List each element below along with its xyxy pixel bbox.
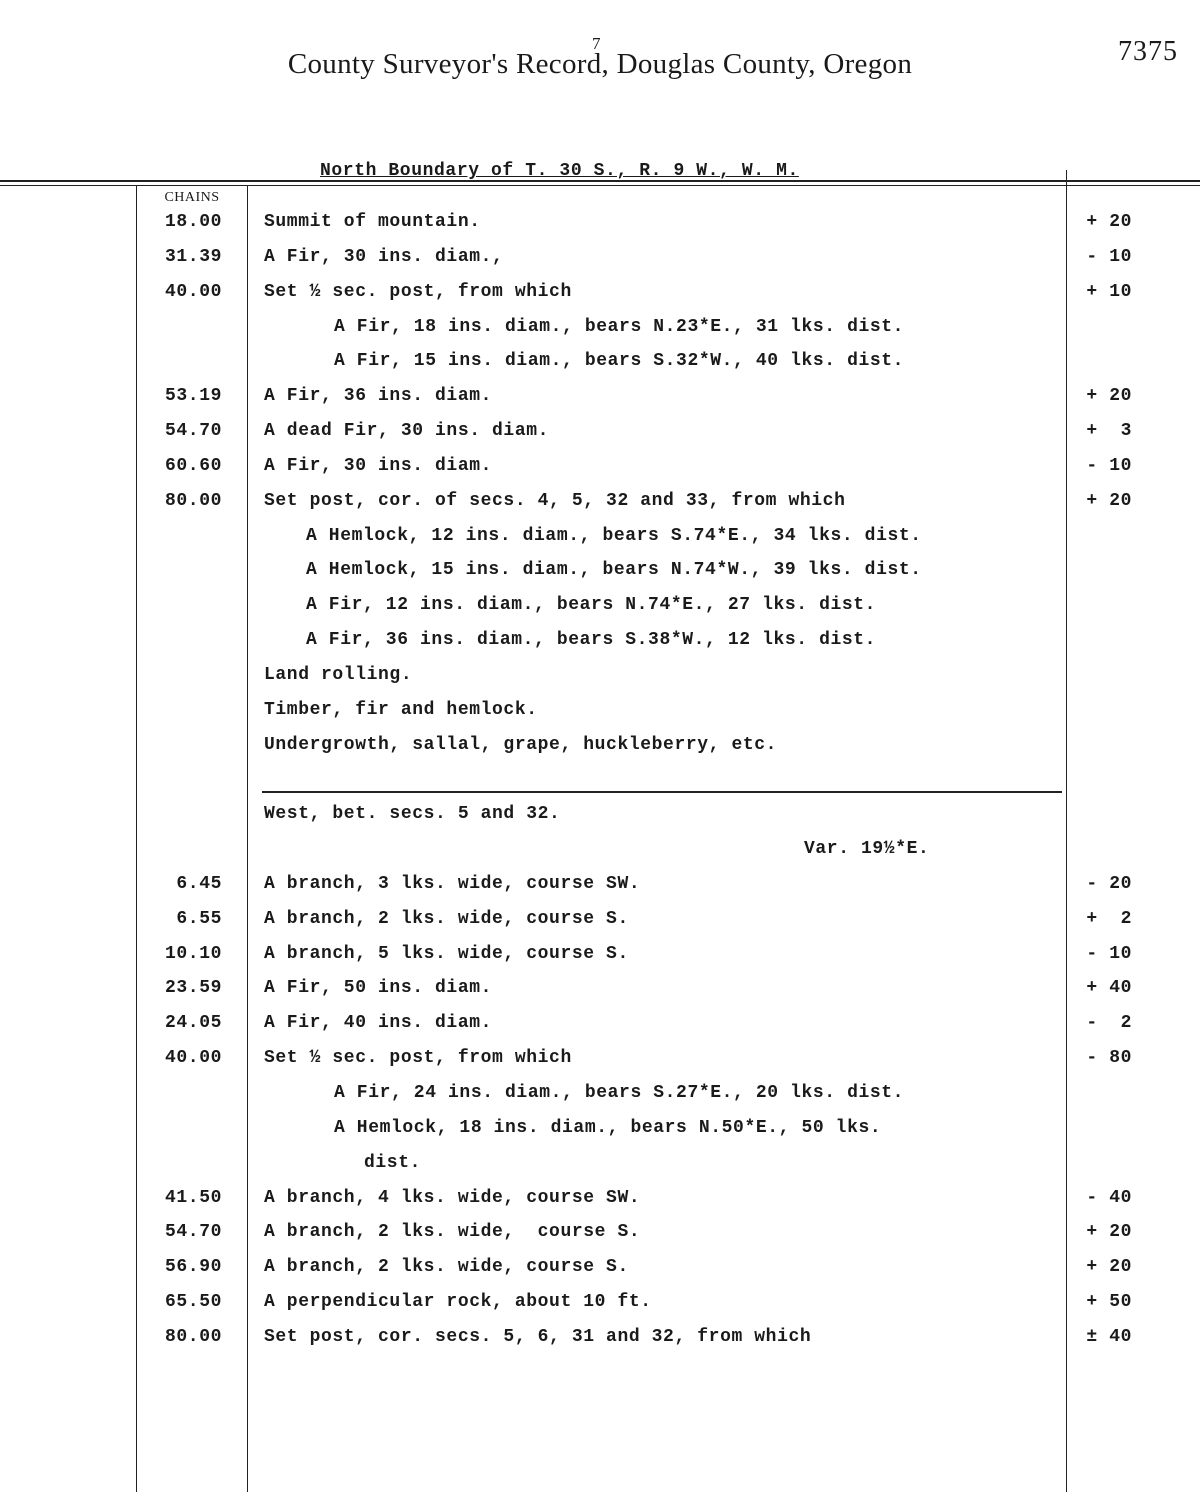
- table-row: [0, 1222, 1200, 1257]
- table-row: [0, 1013, 1200, 1048]
- entry-text: Set ½ sec. post, from which: [264, 1048, 572, 1069]
- elevation-change: + 20: [1086, 1257, 1132, 1278]
- entry-text: Land rolling.: [264, 664, 413, 685]
- chain-distance: 40.00: [164, 281, 222, 302]
- table-row: [0, 630, 1200, 665]
- elevation-change: - 80: [1086, 1048, 1132, 1069]
- chain-distance: 31.39: [164, 246, 222, 267]
- entry-text: A perpendicular rock, about 10 ft.: [264, 1292, 652, 1313]
- entry-text: Set ½ sec. post, from which: [264, 281, 572, 302]
- table-row: [0, 595, 1200, 630]
- elevation-change: - 10: [1086, 246, 1132, 267]
- table-row: [0, 282, 1200, 317]
- section-title: North Boundary of T. 30 S., R. 9 W., W. M.: [320, 161, 799, 181]
- entry-text: A branch, 5 lks. wide, course S.: [264, 943, 629, 964]
- chain-distance: 54.70: [164, 1222, 222, 1243]
- table-row: [0, 1327, 1200, 1362]
- page-number: 7375: [1118, 36, 1178, 67]
- elevation-change: + 3: [1086, 421, 1132, 442]
- entry-text: Timber, fir and hemlock.: [264, 699, 538, 720]
- table-row: [0, 804, 1200, 839]
- table-row: [0, 212, 1200, 247]
- entry-text: A Fir, 30 ins. diam.,: [264, 246, 504, 267]
- entry-text: A dead Fir, 30 ins. diam.: [264, 421, 550, 442]
- page-title: County Surveyor's Record, Douglas County, Oregon: [287, 48, 913, 80]
- table-row: [0, 735, 1200, 770]
- elevation-change: + 20: [1086, 490, 1132, 511]
- page-mark: 7: [592, 34, 601, 53]
- entry-text: A Fir, 40 ins. diam.: [264, 1013, 493, 1034]
- table-row: [0, 700, 1200, 735]
- entry-text: A Hemlock, 18 ins. diam., bears N.50*E., 50 lks.: [334, 1117, 882, 1138]
- chain-distance: 41.50: [164, 1187, 222, 1208]
- entry-text: A Fir, 24 ins. diam., bears S.27*E., 20 lks. dist.: [334, 1083, 905, 1103]
- table-row: [0, 978, 1200, 1013]
- entry-text: A branch, 2 lks. wide, course S.: [264, 908, 629, 929]
- chain-distance: 6.55: [176, 908, 222, 929]
- table-row: [0, 456, 1200, 491]
- table-row: [0, 769, 1200, 804]
- table-row: [0, 874, 1200, 909]
- chain-distance: 10.10: [164, 943, 222, 964]
- entry-text: A Fir, 15 ins. diam., bears S.32*W., 40 lks. dist.: [334, 351, 905, 372]
- table-row: [0, 351, 1200, 386]
- entry-text: A Fir, 12 ins. diam., bears N.74*E., 27 lks. dist.: [306, 595, 877, 616]
- entry-text: dist.: [364, 1152, 422, 1173]
- elevation-change: + 20: [1086, 212, 1132, 232]
- elevation-change: - 2: [1086, 1013, 1132, 1034]
- table-row: [0, 944, 1200, 979]
- table-row: [0, 909, 1200, 944]
- table-row: [0, 526, 1200, 561]
- elevation-change: - 10: [1086, 943, 1132, 964]
- elevation-change: + 20: [1086, 386, 1132, 407]
- table-row: [0, 386, 1200, 421]
- table-row: [0, 839, 1200, 874]
- elevation-change: + 20: [1086, 1222, 1132, 1243]
- entry-text: A Fir, 30 ins. diam.: [264, 455, 493, 476]
- elevation-change: + 10: [1086, 281, 1132, 302]
- table-row: [0, 1257, 1200, 1292]
- chain-distance: 18.00: [164, 212, 222, 232]
- entry-text: Undergrowth, sallal, grape, huckleberry, etc.: [264, 734, 778, 755]
- entry-text: Var. 19½*E.: [804, 839, 930, 860]
- table-row: [0, 560, 1200, 595]
- table-row: [0, 247, 1200, 282]
- table-row: [0, 1188, 1200, 1223]
- chain-distance: 56.90: [164, 1257, 222, 1278]
- entry-text: A Fir, 18 ins. diam., bears N.23*E., 31 lks. dist.: [334, 316, 905, 337]
- table-row: [0, 421, 1200, 456]
- entry-text: Set post, cor. secs. 5, 6, 31 and 32, from which: [264, 1326, 812, 1347]
- elevation-change: + 2: [1086, 908, 1132, 929]
- entry-text: A branch, 2 lks. wide, course S.: [264, 1222, 641, 1243]
- chain-distance: 80.00: [164, 490, 222, 511]
- elevation-change: + 40: [1086, 978, 1132, 999]
- entry-text: A Fir, 36 ins. diam., bears S.38*W., 12 lks. dist.: [306, 630, 877, 651]
- table-row: [0, 1153, 1200, 1188]
- elevation-change: - 40: [1086, 1187, 1132, 1208]
- elevation-change: ± 40: [1086, 1326, 1132, 1347]
- chain-distance: 60.60: [164, 455, 222, 476]
- chain-distance: 53.19: [164, 386, 222, 407]
- elevation-change: - 20: [1086, 873, 1132, 894]
- entry-text: West, bet. secs. 5 and 32.: [264, 804, 561, 825]
- entry-text: A branch, 3 lks. wide, course SW.: [264, 873, 641, 894]
- entry-text: A Fir, 50 ins. diam.: [264, 978, 493, 999]
- chain-distance: 65.50: [164, 1292, 222, 1313]
- chain-distance: 24.05: [164, 1013, 222, 1034]
- chain-distance: 80.00: [164, 1326, 222, 1347]
- entry-text: Summit of mountain.: [264, 212, 481, 232]
- entry-text: A branch, 2 lks. wide, course S.: [264, 1257, 629, 1278]
- entry-text: A Hemlock, 12 ins. diam., bears S.74*E., 34 lks. dist.: [306, 525, 922, 546]
- entry-text: A Fir, 36 ins. diam.: [264, 386, 493, 407]
- elevation-change: - 10: [1086, 455, 1132, 476]
- table-row: [0, 491, 1200, 526]
- table-row: [0, 1048, 1200, 1083]
- table-row: [0, 1083, 1200, 1118]
- chain-distance: 40.00: [164, 1048, 222, 1069]
- entry-text: A Hemlock, 15 ins. diam., bears N.74*W., 39 lks. dist.: [306, 560, 922, 581]
- chain-distance: 6.45: [176, 873, 222, 894]
- chain-distance: 23.59: [164, 978, 222, 999]
- entry-text: Set post, cor. of secs. 4, 5, 32 and 33, from which: [264, 490, 846, 511]
- table-row: [0, 1292, 1200, 1327]
- elevation-change: + 50: [1086, 1292, 1132, 1313]
- table-row: [0, 665, 1200, 700]
- table-row: [0, 317, 1200, 352]
- header-rule-thin: [0, 185, 1200, 186]
- entry-text: A branch, 4 lks. wide, course SW.: [264, 1187, 641, 1208]
- chains-column-header: CHAINS: [164, 190, 220, 205]
- table-row: [0, 1118, 1200, 1153]
- chain-distance: 54.70: [164, 421, 222, 442]
